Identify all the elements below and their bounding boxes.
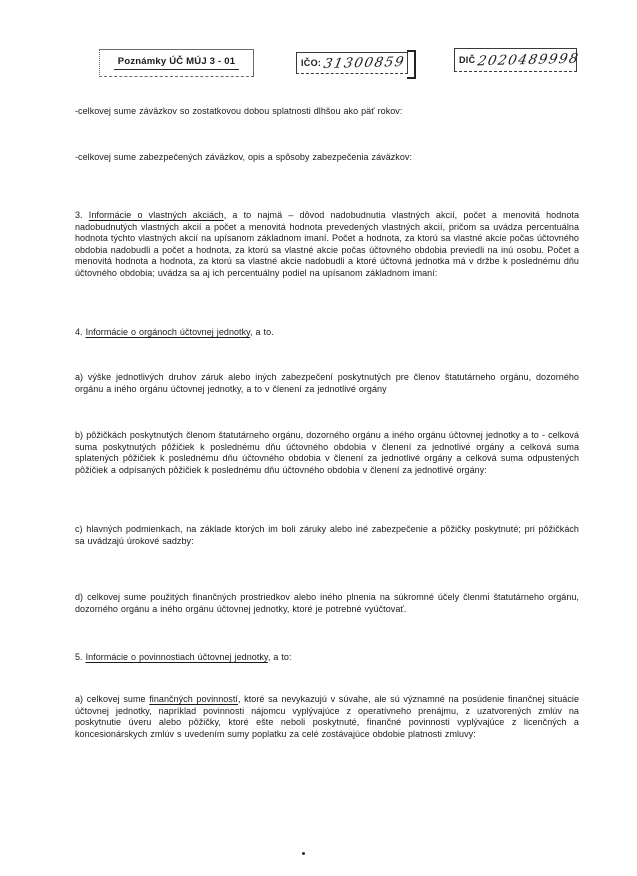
section-5-item-a [75, 694, 579, 740]
section-5-heading-suffix: , a to: [267, 652, 292, 662]
section-4-item-b: b) pôžičkách poskytnutých členom štatutárneho orgánu, dozorného orgánu a iného orgánu účtovnej jednotky a to - celková suma poskytnutých pôžičiek k poslednému dňu účtovného obdobia v členení za jednotlivé orgány a celková suma splatených pôžičiek k poslednému dňu účtovného obdobia v členení za jednotlivé orgány a celková suma odpustených pôžičiek a odpísaných pôžičiek k poslednému dňu účtovného obdobia v členení za jednotlivé orgány: [75, 430, 579, 475]
section-4-number: 4. [75, 327, 86, 337]
section-3-number: 3. [75, 210, 89, 220]
section-5-item-a-text: , ktoré sa nevykazujú v súvahe, ale sú významné na posúdenie finančnej situácie účtovnej jednotky, napríklad povinnosti nájomcu vyplývajúce z operatívneho prenájmu, z uzatvorených zmlúv na poskytnutie úveru alebo pôžičky, ktoré ešte neboli poskytnuté, finančné povinnosti vyplývajúce z licenčných a koncesionárskych zmlúv s uvedením sumy poplatku za celé zostávajúce obdobie platnosti zmluvy: [75, 694, 579, 739]
ico-field-box [296, 52, 408, 74]
section-3-heading: Informácie o vlastných akciách [88, 210, 224, 220]
scan-speck [302, 852, 305, 855]
section-3-own-shares [75, 210, 579, 280]
dic-label: DIČ [459, 55, 476, 65]
dic-handwritten-value: 2020489998 [476, 50, 582, 70]
form-title: Poznámky ÚČ MÚJ 3 - 01 [114, 56, 239, 70]
section-5-heading-line [75, 652, 579, 664]
section-5-item-a-underlined: finančných povinností [149, 694, 238, 704]
ico-handwritten-value: 31300859 [322, 53, 407, 73]
para-liabilities-over-five-years: -celkovej sume záväzkov so zostatkovou dobou splatnosti dlhšou ako päť rokov: [75, 106, 403, 116]
para-secured-liabilities: -celkovej sume zabezpečených záväzkov, opis a spôsoby zabezpečenia záväzkov: [75, 152, 413, 162]
section-4-item-d: d) celkovej sume použitých finančných prostriedkov alebo iného plnenia na súkromné účely členmi štatutárneho orgánu, dozorného orgánu a iného orgánu účtovnej jednotky, ktoré je potrebné vyúčtovať. [75, 592, 579, 614]
section-5-number: 5. [75, 652, 86, 662]
section-4-heading: Informácie o orgánoch účtovnej jednotky [85, 327, 251, 337]
form-title-box [99, 49, 254, 77]
section-5-heading: Informácie o povinnostiach účtovnej jednotky [85, 652, 268, 662]
section-4-item-c: c) hlavných podmienkach, na základe ktorých im boli záruky alebo iné zabezpečenie a pôžičky poskytnuté; pri pôžičkách sa uvádzajú úrokové sadzby: [75, 524, 579, 546]
ico-box-bracket-mark [407, 50, 416, 79]
dic-field-box [454, 48, 582, 72]
section-5-item-a-pre: a) celkovej sume [75, 694, 150, 704]
section-4-item-a: a) výške jednotlivých druhov záruk alebo iných zabezpečení poskytnutých pre členov štatutárneho orgánu, dozorného orgánu a iného orgánu účtovnej jednotky, a to v členení za jednotlivé orgány [75, 372, 579, 394]
section-4-heading-line [75, 327, 579, 339]
section-3-text: , a to najmä – dôvod nadobudnutia vlastných akcií, počet a menovitá hodnota nadobudnutých vlastných akcií a počet a menovitá hodnota prevedených vlastných akcií, pričom sa uvádza percentuálna hodnota týchto vlastných akcií na upísanom základnom imaní. Počet a hodnota, za ktorú sa vlastné akcie počas účtovného obdobia nadobudli a počet a hodnota, za ktorú sa vlastné akcie počas účtovného obdobia previedli na inú osobu. Počet a menovitá hodnota a hodnota, za ktorú sa vlastné akcie nadobudli a ktoré účtovná jednotka má v držbe k poslednému dňu účtovného obdobia; uvádza sa aj ich percentuálny podiel na upísanom základnom imaní: [75, 210, 579, 278]
section-4-heading-suffix: , a to. [250, 327, 274, 337]
ico-label: IČO: [301, 58, 322, 68]
